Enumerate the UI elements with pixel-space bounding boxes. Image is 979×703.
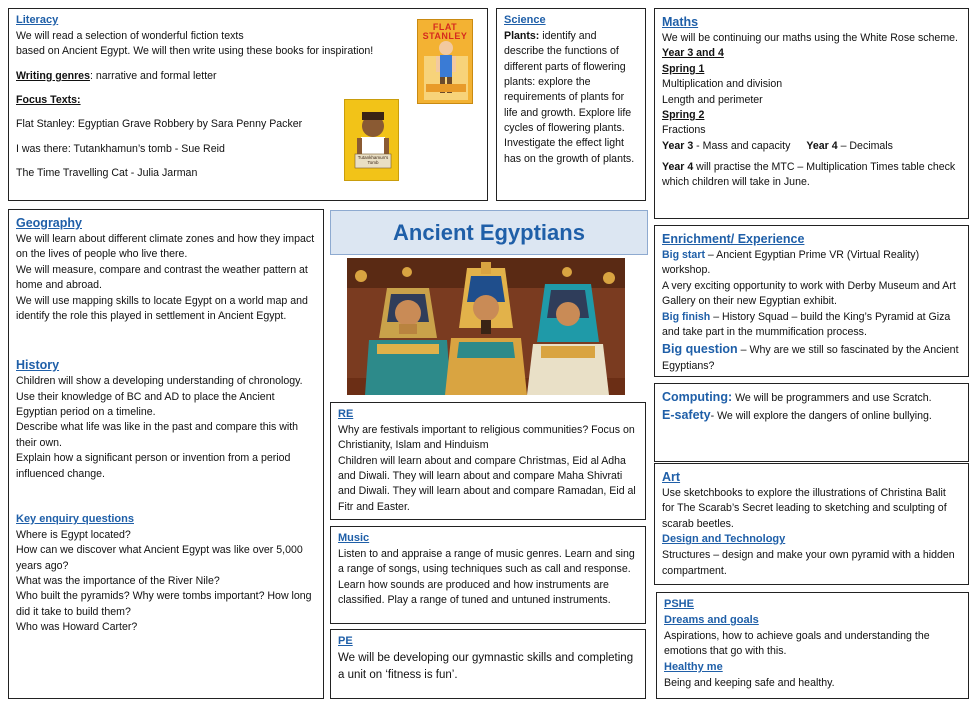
focus-texts-label: Focus Texts: — [16, 94, 81, 107]
museum-text: A very exciting opportunity to work with Derby Museum and Art Gallery on their new Egyptian exhibit. — [662, 279, 956, 308]
big-start-text: – Ancient Egyptian Prime VR (Virtual Reality) workshop. — [662, 249, 920, 277]
history-line-3: Describe what life was like in the past and compare this with their own. — [16, 421, 299, 449]
science-section — [496, 8, 646, 201]
pe-section — [330, 629, 646, 699]
big-finish — [662, 310, 961, 341]
spring-1-item-1: Multiplication and division — [662, 78, 783, 91]
enquiry-question-4: Who built the pyramids? Why were tombs important? How long did it take to build them? — [16, 590, 312, 618]
science-title: Science — [504, 14, 546, 26]
art-title: Art — [662, 470, 681, 484]
maths-intro: We will be continuing our maths using the White Rose scheme. — [662, 32, 958, 45]
literacy-section — [8, 8, 488, 201]
science-plants — [504, 29, 638, 137]
history-line-1: Children will show a developing understanding of chronology. — [16, 375, 303, 388]
spring-1-heading: Spring 1 — [662, 62, 705, 75]
dt-title: Design and Technology — [662, 533, 786, 546]
enquiry-question-1: Where is Egypt located? — [16, 528, 131, 541]
writing-genres — [16, 69, 480, 84]
stanley-figure-icon — [418, 34, 473, 104]
spring-2-item-1: Fractions — [662, 124, 706, 137]
spring-2-heading: Spring 2 — [662, 108, 705, 121]
year-4-label: Year 4 — [806, 139, 838, 152]
big-question-text: – Why are we still so fascinated by the Ancient Egyptians? — [662, 344, 959, 372]
page-title: Ancient Egyptians — [393, 219, 585, 245]
computing-row — [662, 388, 961, 406]
enquiry-question-3: What was the importance of the River Nile? — [16, 574, 220, 587]
enrichment-title: Enrichment/ Experience — [662, 232, 805, 246]
art-section — [654, 463, 969, 585]
re-section — [330, 402, 646, 520]
maths-section — [654, 8, 969, 219]
geography-line-1: We will learn about different climate zones and how they impact on the lives of people who live there. — [16, 233, 315, 261]
year-3-label: Year 3 — [662, 139, 694, 152]
spring-1-item-2: Length and perimeter — [662, 93, 763, 106]
literacy-intro-1: We will read a selection of wonderful fiction texts — [16, 29, 244, 42]
history-title: History — [16, 358, 60, 373]
science-light: Investigate the effect light has on the growth of plants. — [504, 137, 635, 165]
computing-title: Computing: — [662, 390, 733, 404]
big-question-label: Big question — [662, 342, 738, 357]
big-finish-label: Big finish — [662, 310, 711, 323]
focus-text-3: The Time Travelling Cat - Julia Jarman — [16, 167, 198, 180]
dreams-goals-title: Dreams and goals — [664, 613, 759, 626]
music-title: Music — [338, 532, 370, 544]
mtc-text — [662, 160, 961, 191]
year-3-text: - Mass and capacity — [693, 139, 791, 152]
key-enquiry-title: Key enquiry questions — [16, 512, 134, 525]
enquiry-question-2: How can we discover what Ancient Egypt was like over 5,000 years ago? — [16, 544, 303, 572]
re-line-1: Why are festivals important to religious communities? Focus on Christianity, Islam and Hinduism — [338, 423, 635, 452]
egyptian-illustration — [347, 258, 625, 395]
pshe-section — [656, 592, 969, 699]
esafety-title: E-safety — [662, 408, 711, 423]
book-label-text: Tutankhamun's Tomb — [357, 155, 389, 165]
pe-title: PE — [338, 635, 353, 647]
writing-genres-label: Writing genres — [16, 69, 90, 82]
year-split-row — [662, 139, 961, 154]
healthy-me-title: Healthy me — [664, 660, 723, 673]
plants-text: identify and describe the functions of different parts of flowering plants: explore the requirements of plants for life and growth. Explore life cycles of flowering plants. — [504, 29, 632, 135]
dreams-goals-text: Aspirations, how to achieve goals and understanding the emotions that go with this. — [664, 629, 930, 658]
title-banner — [330, 210, 648, 255]
mtc-year-label: Year 4 — [662, 161, 694, 173]
re-title: RE — [338, 408, 354, 420]
big-start-label: Big start — [662, 249, 705, 262]
year-4-text: – Decimals — [837, 139, 893, 152]
geography-title: Geography — [16, 216, 82, 230]
geography-line-2: We will measure, compare and contrast the weather pattern at home and abroad. — [16, 263, 308, 292]
history-line-4: Explain how a significant person or invention from a period influenced change. — [16, 452, 291, 480]
healthy-me-text: Being and keeping safe and healthy. — [664, 676, 835, 689]
esafety-row — [662, 406, 961, 424]
pharaohs-picture — [347, 258, 625, 395]
big-question — [662, 340, 961, 374]
tutankhamun-book-cover — [344, 99, 399, 181]
big-finish-text: – History Squad – build the King’s Pyramid at Giza and take part in the mummification process. — [662, 310, 951, 338]
big-start — [662, 248, 961, 279]
computing-section — [654, 383, 969, 462]
flat-stanley-book-cover — [417, 19, 473, 104]
focus-text-1: Flat Stanley: Egyptian Grave Robbery by Sara Penny Packer — [16, 118, 303, 131]
geography-history-section — [8, 209, 324, 699]
maths-year-heading: Year 3 and 4 — [662, 47, 724, 60]
art-text: Use sketchbooks to explore the illustrations of Christina Balit for The Scarab’s Secret leading to sketching and sculpting of scarab beetles. — [662, 487, 947, 530]
egyptian-boy-icon — [345, 100, 399, 181]
plants-label: Plants: — [504, 29, 540, 42]
writing-genres-text: : narrative and formal letter — [89, 69, 217, 82]
music-text: Listen to and appraise a range of music genres. Learn and sing a range of songs, using techniques such as call and response. Learn how sounds are produced and how instruments are classified. Play a range of tuned and untuned instruments. — [338, 547, 635, 607]
enquiry-question-5: Who was Howard Carter? — [16, 621, 138, 634]
music-section — [330, 526, 646, 624]
pe-text: We will be developing our gymnastic skills and completing a unit on ‘fitness is fun’. — [338, 651, 634, 681]
mtc-body: will practise the MTC – Multiplication Times table check which children will take in June. — [662, 161, 956, 189]
esafety-text: - We will explore the dangers of online bullying. — [710, 410, 932, 423]
enrichment-section — [654, 225, 969, 377]
literacy-title: Literacy — [16, 14, 59, 26]
book-title-text: FLAT STANLEY — [422, 22, 468, 41]
re-line-2: Children will learn about and compare Christmas, Eid al Adha and Diwali. They will learn about and compare Maha Shivrati and Diwali. They will learn about and compare Ramadan, Eid al Fitr and Easter. — [338, 454, 636, 513]
maths-title: Maths — [662, 15, 699, 29]
focus-text-2: I was there: Tutankhamun’s tomb - Sue Reid — [16, 142, 225, 155]
dt-text: Structures – design and make your own pyramid with a hidden compartment. — [662, 549, 955, 577]
geography-line-3: We will use mapping skills to locate Egypt on a world map and identify the role this played in settlement in Ancient Egypt. — [16, 294, 308, 322]
history-line-2: Use their knowledge of BC and AD to place the Ancient Egyptian period on a timeline. — [16, 390, 275, 419]
computing-text: We will be programmers and use Scratch. — [732, 392, 932, 404]
pshe-title: PSHE — [664, 598, 694, 610]
literacy-intro-2: based on Ancient Egypt. We will then write using these books for inspiration! — [16, 45, 374, 58]
